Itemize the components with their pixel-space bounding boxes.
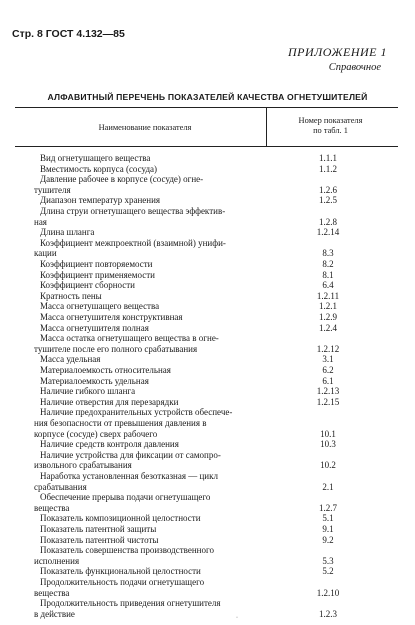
table-row-text: Длина шланга — [40, 227, 95, 238]
table-row-text: Наличие предохранительных устройств обеспече- — [40, 407, 233, 418]
table-row-text: кации — [34, 248, 57, 259]
table-row-text: в действие — [34, 608, 75, 619]
table-row-text: Коэффициент повторяемости — [40, 259, 153, 269]
table-row-text: Масса огнетушащего вещества — [40, 301, 160, 312]
column-divider — [266, 107, 267, 147]
table-row-text: Показатель композиционной целостности — [40, 513, 201, 524]
footer-mark: · — [236, 615, 238, 621]
table-row-number: 1.2.4 — [319, 322, 337, 333]
table-row-number: 9.1 — [322, 524, 334, 534]
table-row-text: Показатель совершенства производственного — [40, 545, 214, 556]
table-row-text: Масса огнетушителя конструктивная — [40, 312, 183, 322]
table-row-text: тушителе после его полного срабатывания — [34, 343, 198, 354]
table-row-number: 1.2.13 — [316, 386, 340, 397]
table-row-text: Наличие устройства для фиксации от самопро- — [40, 449, 221, 460]
table-row-text: Коэффициент межпроектной (взаимной) унифи- — [40, 237, 226, 248]
table-row-text: Диапазон температур хранения — [40, 195, 161, 206]
table-row-text: Продолжительность подачи огнетушащего — [40, 577, 205, 587]
table-row-number: 1.1.2 — [319, 163, 337, 174]
table-row-number: 10.3 — [320, 439, 336, 450]
table-row-number: 5.3 — [322, 555, 334, 566]
table-row-text: исполнения — [34, 555, 80, 566]
table-row-number: 1.2.14 — [316, 227, 340, 238]
table-row-text: Кратность пены — [40, 290, 102, 301]
table-row-text: Коэффициент применяемости — [40, 269, 155, 280]
column-header-number — [268, 116, 393, 135]
table-row-number: 6.4 — [322, 280, 334, 291]
table-row-number: 1.2.8 — [319, 216, 337, 227]
table-row-number: 1.2.7 — [319, 502, 337, 513]
table-top-rule — [15, 107, 398, 108]
table-row-text: Материалоемкость относительная — [40, 365, 171, 375]
table-row-number: 1.2.11 — [316, 290, 340, 301]
table-row-text: извольного срабатывания — [34, 460, 132, 471]
table-row-text: Наработка установленная безотказная — цикл — [40, 471, 218, 481]
table-row-text: Наличие средств контроля давления — [40, 439, 179, 450]
column-header-name: Наименование показателя — [98, 123, 192, 132]
table-row-text: вещества — [34, 502, 70, 513]
table-row-number: 8.3 — [322, 248, 334, 259]
table-row-text: вещества — [34, 587, 70, 598]
table-row-number: 1.2.1 — [319, 301, 337, 312]
table-row-text: Показатель патентной чистоты — [40, 534, 159, 545]
table-row-number: 1.2.12 — [316, 343, 340, 354]
table-row-number: 2.1 — [322, 481, 334, 492]
table-row-text: Наличие гибкого шланга — [40, 386, 136, 397]
table-row-text: ния безопасности от превышения давления в — [34, 418, 207, 428]
table-row-number: 1.2.15 — [316, 396, 340, 407]
table-row-number: 1.2.6 — [319, 184, 337, 195]
table-row-number: 1.2.5 — [319, 195, 337, 206]
table-row-number: 5.2 — [322, 566, 334, 577]
table-row-number: 10.2 — [320, 460, 336, 471]
table-row-text: ная — [34, 216, 47, 227]
table-header-rule — [15, 146, 398, 147]
table-row-number: 1.1.1 — [319, 153, 337, 163]
table-row-text: Масса огнетушителя полная — [40, 322, 149, 333]
table-row-number: 5.1 — [322, 513, 334, 524]
table-row-text: Длина струи огнетушащего вещества эффектив- — [40, 206, 226, 216]
appendix-title: ПРИЛОЖЕНИЕ 1 — [288, 45, 387, 59]
table-row-text: Продолжительность приведения огнетушителя — [40, 598, 221, 609]
table-row-number: 8.1 — [322, 269, 334, 280]
table-row-number: 1.2.3 — [319, 608, 337, 619]
table-row-text: Обеспечение прерыва подачи огнетушащего — [40, 492, 211, 503]
column-header-number-line1: Номер показателя — [298, 116, 363, 125]
table-row-text: Показатель функциональной целостности — [40, 566, 201, 577]
table-row-text: Масса остатка огнетушащего вещества в огне- — [40, 333, 219, 344]
column-header-number-line2: по табл. 1 — [313, 125, 348, 135]
table-row-number: 10.1 — [320, 428, 336, 439]
table-row-text: Вид огнетушащего вещества — [40, 153, 151, 163]
table-row-text: Коэффициент сборности — [40, 280, 135, 291]
appendix-subtitle: Справочное — [328, 62, 381, 73]
table-row-text: Показатель патентной защиты — [40, 524, 157, 534]
table-row-text: Вместимость корпуса (сосуда) — [40, 163, 158, 174]
table-row-number: 1.2.10 — [316, 587, 340, 598]
table-row-text: Давление рабочее в корпусе (сосуде) огне- — [40, 174, 204, 185]
table-row-text: корпусе (сосуде) сверх рабочего — [34, 428, 158, 439]
table-row-text: Материалоемкость удельная — [40, 375, 149, 386]
table-row-number: 9.2 — [322, 534, 334, 545]
page-header: Стр. 8 ГОСТ 4.132—85 — [12, 28, 125, 40]
table-row-text: тушителя — [34, 184, 71, 195]
table-row-number: 6.1 — [322, 375, 334, 386]
table-row-text: Наличие отверстия для перезарядки — [40, 396, 179, 407]
table-row-number: 1.2.9 — [319, 312, 337, 322]
table-row-number: 8.2 — [322, 259, 334, 269]
table-row-text: срабатывания — [34, 481, 87, 492]
table-row-number: 6.2 — [322, 365, 334, 375]
table-row-text: Масса удельная — [40, 354, 101, 365]
document-title: АЛФАВИТНЫЙ ПЕРЕЧЕНЬ ПОКАЗАТЕЛЕЙ КАЧЕСТВА ОГНЕТУШИТЕЛЕЙ — [47, 92, 368, 102]
table-row-number: 3.1 — [322, 354, 334, 365]
